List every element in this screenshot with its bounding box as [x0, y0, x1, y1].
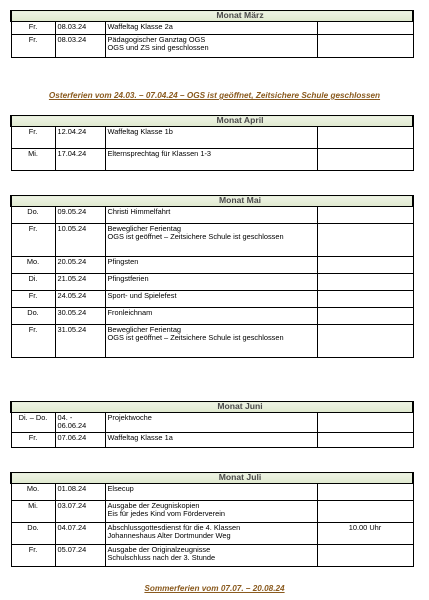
weekday: Fr.: [11, 545, 55, 567]
event-line: Beweglicher Ferientag OGS ist geöffnet – Zeitsichere Schule ist geschlossen: [107, 325, 284, 343]
table-row: [11, 308, 413, 325]
event: Waffeltag Klasse 1b: [105, 127, 317, 149]
date: 09.05.24: [55, 207, 105, 224]
osterferien-banner: Osterferien vom 24.03. – 07.04.24 – OGS ist geöffnet, Zeitsichere Schule geschlossen: [48, 91, 381, 100]
time: [317, 257, 413, 274]
weekday: Do.: [11, 308, 55, 325]
time: [317, 325, 413, 358]
table-juli: [10, 472, 414, 567]
date: 24.05.24: [55, 291, 105, 308]
weekday: Fr.: [11, 127, 55, 149]
event: Christi Himmelfahrt: [105, 207, 317, 224]
table-row: [11, 413, 413, 433]
event: Waffeltag Klasse 1a: [105, 433, 317, 448]
time: [317, 274, 413, 291]
sommerferien-banner: Sommerferien vom 07.07. – 20.08.24: [144, 584, 285, 593]
table-juni: [10, 401, 414, 448]
weekday: Fr.: [11, 22, 55, 35]
event-line: Beweglicher Ferientag OGS ist geöffnet – Zeitsichere Schule ist geschlossen: [107, 224, 284, 242]
date: 04.07.24: [55, 523, 105, 545]
weekday: Di.: [11, 274, 55, 291]
event: Pfingsten: [105, 257, 317, 274]
event: [105, 501, 317, 523]
table-mai: [10, 195, 414, 358]
month-header: [11, 116, 413, 127]
weekday: Fr.: [11, 35, 55, 58]
time: [317, 207, 413, 224]
month-title: Monat April: [216, 115, 264, 125]
weekday: Do.: [11, 523, 55, 545]
weekday: Do.: [11, 207, 55, 224]
date: 17.04.24: [55, 149, 105, 171]
table-row: [11, 325, 413, 358]
date: 21.05.24: [55, 274, 105, 291]
weekday: Mo.: [11, 257, 55, 274]
event: Projektwoche: [105, 413, 317, 433]
month-header: [11, 473, 413, 484]
table-row: [11, 127, 413, 149]
event: Waffeltag Klasse 2a: [105, 22, 317, 35]
weekday: Fr.: [11, 291, 55, 308]
date: 10.05.24: [55, 224, 105, 257]
event: Elternsprechtag für Klassen 1-3: [105, 149, 317, 171]
event: [105, 545, 317, 567]
table-row: [11, 149, 413, 171]
table-row: [11, 523, 413, 545]
table-row: [11, 501, 413, 523]
date: 01.08.24: [55, 484, 105, 501]
time: [317, 501, 413, 523]
table-row: [11, 291, 413, 308]
date: 20.05.24: [55, 257, 105, 274]
weekday: Fr.: [11, 224, 55, 257]
time: [317, 413, 413, 433]
event: Elsecup: [105, 484, 317, 501]
month-header: [11, 402, 413, 413]
event: [105, 35, 317, 58]
month-title: Monat Mai: [219, 195, 262, 205]
time: [317, 127, 413, 149]
date: 30.05.24: [55, 308, 105, 325]
month-header: [11, 11, 413, 22]
table-april: [10, 115, 414, 171]
weekday: Di. – Do.: [11, 413, 55, 433]
date: 07.06.24: [55, 433, 105, 448]
table-row: [11, 224, 413, 257]
table-row: [11, 257, 413, 274]
table-row: [11, 207, 413, 224]
event-line: Ausgabe der Originalzeugnisse Schulschluss nach der 3. Stunde: [107, 545, 216, 563]
time: 10.00 Uhr: [317, 523, 413, 545]
date: 08.03.24: [55, 35, 105, 58]
event: Sport- und Spielefest: [105, 291, 317, 308]
time: [317, 22, 413, 35]
table-row: [11, 274, 413, 291]
event: Pfingstferien: [105, 274, 317, 291]
time: [317, 149, 413, 171]
event-line: Pädagogischer Ganztag OGS OGS und ZS sind geschlossen: [107, 35, 209, 53]
table-row: [11, 433, 413, 448]
event: Fronleichnam: [105, 308, 317, 325]
weekday: Fr.: [11, 325, 55, 358]
table-row: [11, 22, 413, 35]
time: [317, 224, 413, 257]
event-line: Ausgabe der Zeugniskopien Eis für jedes Kind vom Förderverein: [107, 501, 225, 519]
table-row: [11, 545, 413, 567]
time: [317, 545, 413, 567]
time: [317, 433, 413, 448]
table-row: [11, 35, 413, 58]
time: [317, 308, 413, 325]
month-title: Monat Juli: [218, 472, 262, 482]
month-title: Monat März: [216, 10, 264, 20]
date: 31.05.24: [55, 325, 105, 358]
date: 05.07.24: [55, 545, 105, 567]
weekday: Mi.: [11, 501, 55, 523]
event-line: Abschlussgottesdienst für die 4. Klassen Johanneshaus Alter Dortmunder Weg: [107, 523, 241, 541]
weekday: Mi.: [11, 149, 55, 171]
date: 03.07.24: [55, 501, 105, 523]
table-maerz: [10, 10, 414, 58]
date: 12.04.24: [55, 127, 105, 149]
month-title: Monat Juni: [217, 401, 263, 411]
event: [105, 224, 317, 257]
event: [105, 325, 317, 358]
time: [317, 291, 413, 308]
date: 08.03.24: [55, 22, 105, 35]
month-header: [11, 196, 413, 207]
time: [317, 35, 413, 58]
weekday: Fr.: [11, 433, 55, 448]
event: [105, 523, 317, 545]
time: [317, 484, 413, 501]
date: 04. - 06.06.24: [55, 413, 105, 433]
table-row: [11, 484, 413, 501]
weekday: Mo.: [11, 484, 55, 501]
